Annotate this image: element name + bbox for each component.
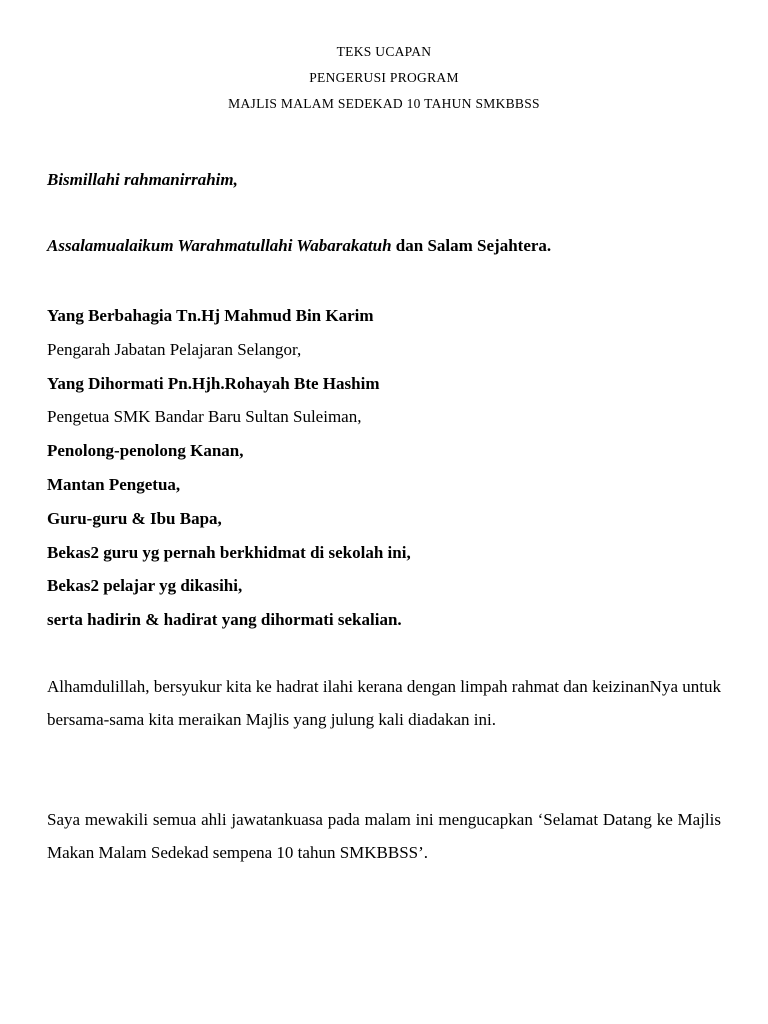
- addressee-group: Bekas2 pelajar yg dikasihi,: [47, 576, 243, 596]
- addressee-group: Mantan Pengetua,: [47, 474, 181, 494]
- salam-arabic: Assalamualaikum Warahmatullahi Wabarakatuh: [47, 236, 392, 255]
- paragraph-alhamdulillah: Alhamdulillah, bersyukur kita ke hadrat ilahi kerana dengan limpah rahmat dan keizinanNya untuk bersama-sama kita meraikan Majlis yang julung kali diadakan ini.: [47, 677, 721, 729]
- addressee-group: Penolong-penolong Kanan,: [47, 441, 244, 461]
- addressee-name: Yang Berbahagia Tn.Hj Mahmud Bin Karim: [47, 306, 374, 325]
- header-event-name: MAJLIS MALAM SEDEKAD 10 TAHUN SMKBBSS: [228, 96, 540, 111]
- header-title: TEKS UCAPAN: [336, 44, 432, 59]
- header-subtitle: PENGERUSI PROGRAM: [309, 70, 459, 85]
- addressee-list: [47, 303, 721, 641]
- document-header: [0, 42, 768, 120]
- addressee-title: Pengetua SMK Bandar Baru Sultan Suleiman,: [47, 407, 362, 427]
- salam-rest: dan Salam Sejahtera.: [391, 236, 552, 255]
- addressee-group: serta hadirin & hadirat yang dihormati sekalian.: [47, 610, 402, 630]
- addressee-title: Pengarah Jabatan Pelajaran Selangor,: [47, 339, 302, 359]
- addressee-group: Bekas2 guru yg pernah berkhidmat di sekolah ini,: [47, 542, 411, 562]
- addressee-group: Guru-guru & Ibu Bapa,: [47, 508, 222, 528]
- salam-line: [47, 236, 721, 256]
- paragraph-welcome: Saya mewakili semua ahli jawatankuasa pada malam ini mengucapkan ‘Selamat Datang ke Majlis Makan Malam Sedekad sempena 10 tahun SMKBBSS’.: [47, 810, 721, 862]
- addressee-name: Yang Dihormati Pn.Hjh.Rohayah Bte Hashim: [47, 373, 380, 393]
- bismillah-line: Bismillahi rahmanirrahim,: [47, 170, 238, 189]
